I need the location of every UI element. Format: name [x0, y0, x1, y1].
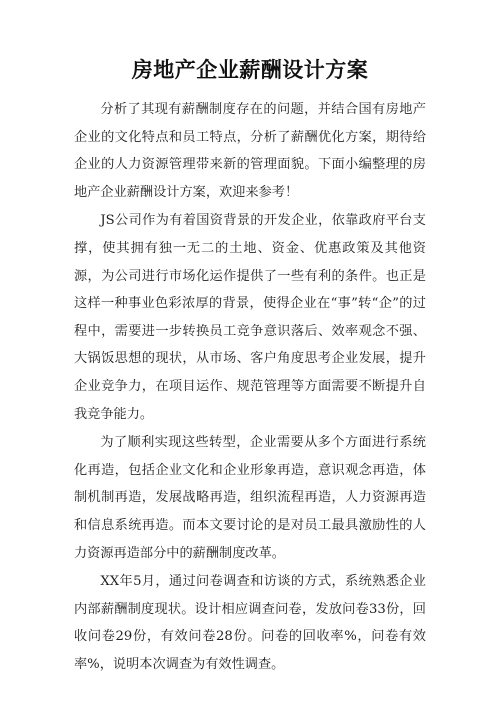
paragraph-survey: XX年5月，通过问卷调查和访谈的方式，系统熟悉企业内部薪酬制度现状。设计相应调查问卷，发放问卷33份，回收问卷29份，有效问卷28份。问卷的回收率%，问卷有效率%，说明本次调查为有效性调查。: [74, 574, 426, 672]
paragraph-company-background: JS公司作为有着国资背景的开发企业，依靠政府平台支撑，使其拥有独一无二的土地、资金、优惠政策及其他资源，为公司进行市场化运作提供了一些有利的条件。也正是这样一种事业色彩浓厚的背景，使得企业在“事”转“企”的过程中，需要进一步转换员工竞争意识落后、效率观念不强、大锅饭思想的现状，从市场、客户角度思考企业发展，提升企业竞争力，在项目运作、规范管理等方面需要不断提升自我竞争能力。: [74, 213, 426, 422]
document-title: 房地产企业薪酬设计方案: [131, 58, 369, 82]
paragraph-transformation: 为了顺利实现这些转型，企业需要从多个方面进行系统化再造，包括企业文化和企业形象再造，意识观念再造，体制机制再造，发展战略再造，组织流程再造，人力资源再造和信息系统再造。而本文要讨论的是对员工最具激励性的人力资源再造部分中的薪酬制度改革。: [74, 435, 426, 561]
paragraph-intro: 分析了其现有薪酬制度存在的问题，并结合国有房地产企业的文化特点和员工特点，分析了薪酬优化方案，期待给企业的人力资源管理带来新的管理面貌。下面小编整理的房地产企业薪酬设计方案，欢迎来参考！: [74, 102, 426, 200]
